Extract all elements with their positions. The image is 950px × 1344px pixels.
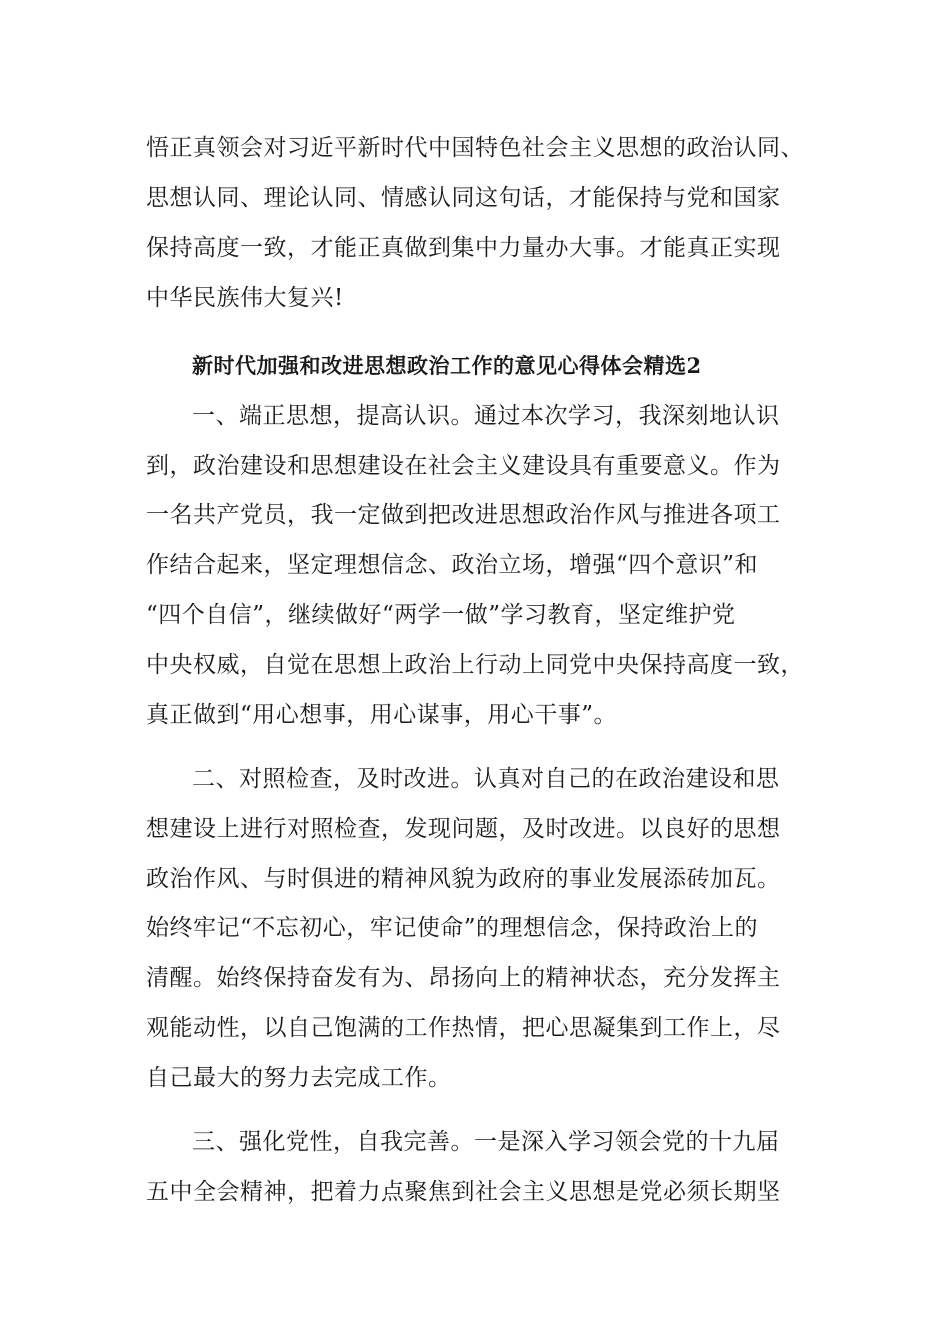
text-line: 悟正真领会对习近平新时代中国特色社会主义思想的政治认同、 — [146, 135, 804, 161]
text-line: 政治作风、与时俱进的精神风貌为政府的事业发展添砖加瓦。 — [146, 866, 781, 892]
text-line: 保持高度一致，才能正真做到集中力量办大事。才能真正实现 — [146, 235, 781, 261]
text-line: 始终牢记“不忘初心，牢记使命”的理想信念，保持政治上的 — [146, 915, 759, 941]
text-line: 清醒。始终保持奋发有为、昂扬向上的精神状态，充分发挥主 — [146, 965, 781, 991]
text-line: 思想认同、理论认同、情感认同这句话，才能保持与党和国家 — [146, 185, 781, 211]
text-line: 想建设上进行对照检查，发现问题，及时改进。以良好的思想 — [146, 816, 781, 842]
text-line: 中华民族伟大复兴! — [146, 285, 344, 311]
text-line: 作结合起来，坚定理想信念、政治立场，增强“四个意识”和 — [146, 552, 759, 578]
text-line: 到，政治建设和思想建设在社会主义建设具有重要意义。作为 — [146, 453, 781, 479]
section-title: 新时代加强和改进思想政治工作的意见心得体会精选2 — [192, 353, 702, 378]
text-line: 真正做到“用心想事，用心谋事，用心干事”。 — [146, 702, 618, 728]
text-line: 五中全会精神，把着力点聚焦到社会主义思想是党必须长期坚 — [146, 1179, 781, 1205]
text-line: “四个自信”，继续做好“两学一做”学习教育，坚定维护党 — [146, 602, 736, 628]
text-line: 中央权威，自觉在思想上政治上行动上同党中央保持高度一致， — [146, 652, 804, 678]
text-line: 观能动性，以自己饱满的工作热情，把心思凝集到工作上，尽 — [146, 1015, 781, 1041]
text-line: 一名共产党员，我一定做到把改进思想政治作风与推进各项工 — [146, 502, 781, 528]
text-line: 一、端正思想，提高认识。通过本次学习，我深刻地认识 — [192, 403, 780, 429]
text-line: 三、强化党性，自我完善。一是深入学习领会党的十九届 — [192, 1129, 780, 1155]
text-line: 二、对照检查，及时改进。认真对自己的在政治建设和思 — [192, 766, 780, 792]
text-line: 自己最大的努力去完成工作。 — [146, 1065, 452, 1091]
